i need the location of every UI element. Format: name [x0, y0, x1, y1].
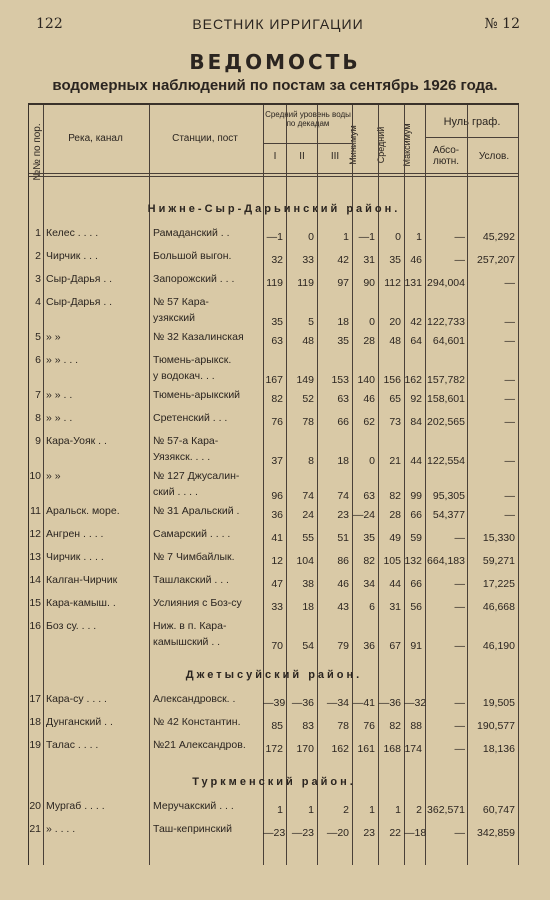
col-header-max: Максимум — [402, 123, 412, 167]
cell-d1: 41 — [271, 532, 283, 544]
cell-d1: 82 — [271, 393, 283, 405]
document-title: ВЕДОМОСТЬ — [189, 50, 361, 74]
cell-cond: 46,190 — [482, 640, 515, 652]
cell-d3: 23 — [337, 509, 349, 521]
cell-n: 20 — [29, 800, 41, 812]
cell-avg: 48 — [389, 335, 401, 347]
cell-max: 66 — [410, 509, 422, 521]
cell-d1: 119 — [266, 277, 283, 289]
table-row — [29, 689, 519, 712]
section-title: Туркменский район. — [192, 776, 356, 788]
cell-station: Сретенский . . . — [153, 412, 228, 424]
journal-title: ВЕСТНИК ИРРИГАЦИИ — [192, 16, 364, 32]
col-header-avg: Средний — [376, 126, 386, 164]
cell-d1: 96 — [271, 490, 283, 502]
cell-d3: 43 — [337, 601, 349, 613]
cell-max: 2 — [416, 804, 422, 816]
cell-station: № 7 Чимбайлык. — [153, 551, 235, 563]
cell-min: 161 — [357, 743, 375, 755]
cell-avg: 44 — [389, 578, 401, 590]
cell-d2: 33 — [302, 254, 314, 266]
cell-abs: 664,183 — [427, 555, 465, 567]
cell-n: 19 — [29, 739, 41, 751]
cell-avg: 67 — [389, 640, 401, 652]
cell-n: 8 — [35, 412, 41, 424]
cell-river: Чирчик . . . — [46, 250, 98, 262]
cell-d2: 119 — [297, 277, 314, 289]
cell-cond: 59,271 — [482, 555, 515, 567]
cell-river: » » . . — [46, 389, 73, 401]
cell-d1: 172 — [265, 743, 283, 755]
cell-avg: 168 — [383, 743, 401, 755]
col-header-no: №№ по пор. — [32, 123, 43, 181]
cell-n: 3 — [35, 273, 41, 285]
table-row — [29, 466, 519, 501]
cell-d3: 79 — [337, 640, 349, 652]
cell-d3: 63 — [337, 393, 349, 405]
cell-cond: 45,292 — [482, 231, 515, 243]
cell-station: Меручакский . . . — [153, 800, 234, 812]
cell-min: —1 — [358, 231, 375, 243]
cell-d1: 35 — [271, 316, 283, 328]
cell-station: № 57 Кара- — [153, 296, 209, 308]
cell-abs: — — [454, 231, 465, 243]
cell-cond: — — [504, 490, 515, 502]
table-row — [29, 269, 519, 292]
header-rule — [263, 143, 353, 144]
cell-d1: 36 — [271, 509, 283, 521]
cell-station: №21 Александров. — [153, 739, 246, 751]
cell-avg: 82 — [389, 720, 401, 732]
cell-d1: 76 — [271, 416, 283, 428]
cell-river: Сыр-Дарья . . — [46, 273, 113, 285]
header-rule — [425, 137, 519, 138]
header-rule — [29, 173, 519, 174]
table-row — [29, 327, 519, 350]
section-title: Нижне-Сыр-Дарьинский район. — [147, 203, 401, 215]
cell-river: Келес . . . . — [46, 227, 99, 239]
cell-n: 17 — [29, 693, 41, 705]
cell-d3: 162 — [331, 743, 349, 755]
cell-river: » » — [46, 331, 61, 343]
cell-d2: 18 — [302, 601, 314, 613]
cell-avg: 22 — [389, 827, 401, 839]
cell-max: 132 — [404, 555, 422, 567]
cell-d2: 170 — [296, 743, 314, 755]
cell-d3: 35 — [337, 335, 349, 347]
cell-station: Александровск. . — [153, 693, 236, 705]
cell-max: 99 — [410, 490, 422, 502]
cell-cond: — — [504, 316, 515, 328]
cell-avg: 21 — [389, 455, 401, 467]
cell-abs: — — [454, 601, 465, 613]
cell-min: 90 — [363, 277, 375, 289]
cell-d3: 46 — [337, 578, 349, 590]
cell-d1: 63 — [271, 335, 283, 347]
cell-max: 59 — [410, 532, 422, 544]
cell-max: 44 — [410, 455, 422, 467]
cell-max: 88 — [410, 720, 422, 732]
cell-max: 174 — [404, 743, 422, 755]
cell-abs: 157,782 — [427, 374, 465, 386]
table-row — [29, 223, 519, 246]
cell-river: » » . . — [46, 412, 73, 424]
cell-d3: 78 — [337, 720, 349, 732]
table-row — [29, 385, 519, 408]
col-header-dec1: I — [273, 151, 277, 162]
cell-river: Кара-камыш. . — [46, 597, 116, 609]
table-row — [29, 350, 519, 385]
cell-d3: 97 — [337, 277, 349, 289]
cell-abs: — — [454, 697, 465, 709]
cell-n: 10 — [29, 470, 41, 482]
cell-avg: 31 — [389, 601, 401, 613]
cell-cond: — — [504, 374, 515, 386]
cell-station: № 57-а Кара- — [153, 435, 219, 447]
cell-d2: 0 — [308, 231, 314, 243]
section-title: Джетысуйский район. — [185, 669, 363, 681]
page-number: 122 — [36, 16, 63, 32]
col-header-min: Минимум — [348, 125, 358, 165]
cell-n: 11 — [30, 505, 41, 517]
col-header-dec3: III — [330, 151, 340, 162]
cell-d3: —20 — [326, 827, 349, 839]
cell-d2: 48 — [302, 335, 314, 347]
cell-d3: 1 — [343, 231, 349, 243]
cell-river: Кара-су . . . . — [46, 693, 107, 705]
cell-cond: 17,225 — [482, 578, 515, 590]
cell-min: 31 — [363, 254, 375, 266]
cell-cond: — — [504, 509, 515, 521]
table-row — [29, 819, 519, 842]
cell-abs: — — [454, 640, 465, 652]
cell-abs: 64,601 — [432, 335, 465, 347]
cell-d2: 8 — [308, 455, 314, 467]
cell-station: Уязякск. . . . — [153, 451, 211, 463]
cell-min: 1 — [369, 804, 375, 816]
col-header-river: Река, канал — [68, 133, 123, 144]
cell-river: Талас . . . . — [46, 739, 99, 751]
cell-max: 42 — [410, 316, 422, 328]
table-row — [29, 712, 519, 735]
cell-n: 12 — [29, 528, 41, 540]
table-row — [29, 524, 519, 547]
cell-d1: 47 — [271, 578, 283, 590]
cell-cond: 46,668 — [482, 601, 515, 613]
cell-avg: 73 — [389, 416, 401, 428]
cell-min: 23 — [363, 827, 375, 839]
cell-avg: 65 — [389, 393, 401, 405]
cell-river: Сыр-Дарья . . — [46, 296, 113, 308]
cell-abs: — — [454, 827, 465, 839]
cell-max: 66 — [410, 578, 422, 590]
cell-min: 46 — [363, 393, 375, 405]
cell-abs: 95,305 — [432, 490, 465, 502]
cell-d3: 51 — [337, 532, 349, 544]
table-row — [29, 547, 519, 570]
cell-d3: 153 — [331, 374, 349, 386]
cell-river: Кара-Уояк . . — [46, 435, 107, 447]
table-row — [29, 408, 519, 431]
cell-station: № 32 Казалинская — [153, 331, 244, 343]
cell-cond: 257,207 — [477, 254, 515, 266]
cell-station: Ниж. в п. Кара- — [153, 620, 227, 632]
col-header-cond: Услов. — [478, 151, 510, 162]
cell-d2: 54 — [302, 640, 314, 652]
cell-avg: 156 — [383, 374, 401, 386]
cell-cond: — — [504, 277, 515, 289]
cell-river: Аральск. море. — [46, 505, 120, 517]
cell-d1: 85 — [271, 720, 283, 732]
cell-cond: — — [504, 455, 515, 467]
cell-abs: — — [454, 532, 465, 544]
cell-min: 0 — [369, 316, 375, 328]
cell-d2: 149 — [296, 374, 314, 386]
cell-max: 162 — [404, 374, 422, 386]
cell-d2: 104 — [296, 555, 314, 567]
cell-avg: 20 — [389, 316, 401, 328]
cell-d2: 78 — [302, 416, 314, 428]
cell-avg: 112 — [384, 277, 401, 289]
cell-max: 92 — [410, 393, 422, 405]
col-header-station: Станции, пост — [172, 133, 238, 144]
cell-n: 21 — [29, 823, 41, 835]
cell-min: —41 — [352, 697, 375, 709]
cell-d3: 18 — [337, 455, 349, 467]
cell-station: № 42 Константин. — [153, 716, 241, 728]
cell-n: 16 — [29, 620, 41, 632]
cell-abs: — — [454, 720, 465, 732]
cell-station: Таш-кепринский — [153, 823, 233, 835]
cell-min: 36 — [363, 640, 375, 652]
cell-abs: 122,733 — [427, 316, 465, 328]
table-row — [29, 292, 519, 327]
cell-cond: 18,136 — [482, 743, 515, 755]
cell-n: 5 — [35, 331, 41, 343]
cell-station: Самарский . . . . — [153, 528, 231, 540]
cell-min: —24 — [352, 509, 375, 521]
cell-cond: 15,330 — [482, 532, 515, 544]
cell-station: Рамаданский . . — [153, 227, 230, 239]
cell-min: 28 — [363, 335, 375, 347]
cell-avg: 28 — [389, 509, 401, 521]
cell-d1: 167 — [265, 374, 283, 386]
cell-min: 140 — [357, 374, 375, 386]
cell-river: » » . . . — [46, 354, 79, 366]
cell-d2: 52 — [302, 393, 314, 405]
cell-d2: 83 — [302, 720, 314, 732]
cell-d2: 55 — [302, 532, 314, 544]
cell-abs: 158,601 — [427, 393, 465, 405]
cell-n: 9 — [35, 435, 41, 447]
table-row — [29, 246, 519, 269]
cell-d2: 24 — [302, 509, 314, 521]
cell-river: » . . . . — [46, 823, 76, 835]
cell-station: Ташлакский . . . — [153, 574, 229, 586]
document-subtitle: водомерных наблюдений по постам за сентябрь 1926 года. — [52, 77, 498, 94]
cell-n: 2 — [35, 250, 41, 262]
cell-station: № 127 Джусалин- — [153, 470, 240, 482]
cell-station: № 31 Аральский . — [153, 505, 240, 517]
col-header-abs: Абсо- лютн. — [432, 145, 460, 167]
cell-max: 46 — [410, 254, 422, 266]
table-row — [29, 796, 519, 819]
cell-d2: —36 — [291, 697, 314, 709]
cell-d1: 12 — [271, 555, 283, 567]
cell-d3: 74 — [337, 490, 349, 502]
cell-d1: 32 — [271, 254, 283, 266]
cell-d1: 1 — [277, 804, 283, 816]
cell-river: » » — [46, 470, 61, 482]
cell-min: 34 — [363, 578, 375, 590]
table-row — [29, 501, 519, 524]
cell-d3: 18 — [337, 316, 349, 328]
cell-n: 18 — [29, 716, 41, 728]
cell-avg: 105 — [383, 555, 401, 567]
cell-abs: — — [454, 578, 465, 590]
cell-cond: 190,577 — [477, 720, 515, 732]
cell-river: Чирчик . . . . — [46, 551, 104, 563]
cell-abs: 362,571 — [427, 804, 465, 816]
cell-cond: — — [504, 393, 515, 405]
cell-avg: 35 — [389, 254, 401, 266]
cell-river: Дунганский . . — [46, 716, 113, 728]
cell-d1: 70 — [271, 640, 283, 652]
header-rule — [29, 176, 519, 177]
cell-d3: 66 — [337, 416, 349, 428]
cell-n: 6 — [35, 354, 41, 366]
cell-avg: 1 — [395, 804, 401, 816]
cell-max: 91 — [410, 640, 422, 652]
table-row — [29, 570, 519, 593]
cell-d3: 42 — [337, 254, 349, 266]
cell-abs: — — [454, 254, 465, 266]
cell-min: 63 — [363, 490, 375, 502]
cell-station: Услияния с Боз-су — [153, 597, 242, 609]
cell-station: камышский . . — [153, 636, 221, 648]
cell-abs: 294,004 — [427, 277, 465, 289]
cell-d1: —1 — [266, 231, 283, 243]
cell-station: Тюмень-арыкский — [153, 389, 241, 401]
issue-number: № 12 — [484, 16, 520, 32]
cell-cond: 19,505 — [482, 697, 515, 709]
cell-max: 64 — [410, 335, 422, 347]
cell-n: 4 — [35, 296, 41, 308]
col-header-zero-group: Нуль граф. — [443, 116, 501, 128]
cell-max: —32 — [404, 697, 427, 709]
cell-min: 0 — [369, 455, 375, 467]
cell-n: 14 — [29, 574, 41, 586]
cell-avg: —36 — [378, 697, 401, 709]
cell-river: Калган-Чирчик — [46, 574, 118, 586]
cell-avg: 0 — [395, 231, 401, 243]
cell-river: Ангрен . . . . — [46, 528, 104, 540]
cell-min: 35 — [363, 532, 375, 544]
cell-max: 84 — [410, 416, 422, 428]
cell-river: Боз су. . . . — [46, 620, 97, 632]
cell-station: у водокач. . . — [153, 370, 215, 382]
running-header — [36, 16, 520, 36]
cell-abs: — — [454, 743, 465, 755]
cell-min: 6 — [369, 601, 375, 613]
table-row — [29, 735, 519, 758]
cell-avg: 82 — [389, 490, 401, 502]
cell-avg: 49 — [389, 532, 401, 544]
col-header-dec2: II — [299, 151, 305, 162]
cell-abs: 202,565 — [427, 416, 465, 428]
cell-d2: —23 — [291, 827, 314, 839]
cell-station: Тюмень-арыкск. — [153, 354, 232, 366]
cell-d1: —39 — [263, 697, 286, 709]
cell-min: 62 — [363, 416, 375, 428]
cell-cond: — — [504, 416, 515, 428]
cell-d1: 33 — [271, 601, 283, 613]
table-row — [29, 616, 519, 651]
cell-station: Большой выгон. — [153, 250, 232, 262]
cell-n: 15 — [29, 597, 41, 609]
cell-max: 131 — [404, 277, 422, 289]
col-header-avg-group: Средний уровень воды по декадам — [265, 110, 351, 128]
cell-station: ский . . . . — [153, 486, 198, 498]
cell-station: узякский — [153, 312, 196, 324]
cell-d3: 2 — [343, 804, 349, 816]
cell-d3: —34 — [326, 697, 349, 709]
cell-d2: 1 — [308, 804, 314, 816]
cell-d1: 37 — [271, 455, 283, 467]
cell-max: —18 — [404, 827, 427, 839]
cell-station: Запорожский . . . — [153, 273, 235, 285]
cell-min: 76 — [363, 720, 375, 732]
cell-abs: 54,377 — [432, 509, 465, 521]
cell-river: Мургаб . . . . — [46, 800, 105, 812]
cell-min: 82 — [363, 555, 375, 567]
cell-n: 13 — [29, 551, 41, 563]
cell-d3: 86 — [337, 555, 349, 567]
cell-d2: 74 — [302, 490, 314, 502]
cell-n: 7 — [35, 389, 41, 401]
cell-abs: 122,554 — [427, 455, 465, 467]
cell-max: 1 — [416, 231, 422, 243]
cell-d1: —23 — [263, 827, 286, 839]
cell-n: 1 — [35, 227, 41, 239]
cell-cond: — — [504, 335, 515, 347]
cell-d2: 38 — [302, 578, 314, 590]
table-row — [29, 593, 519, 616]
table-row — [29, 431, 519, 466]
cell-max: 56 — [410, 601, 422, 613]
cell-cond: 60,747 — [482, 804, 515, 816]
cell-d2: 5 — [308, 316, 314, 328]
observations-table — [28, 103, 519, 865]
cell-cond: 342,859 — [477, 827, 515, 839]
